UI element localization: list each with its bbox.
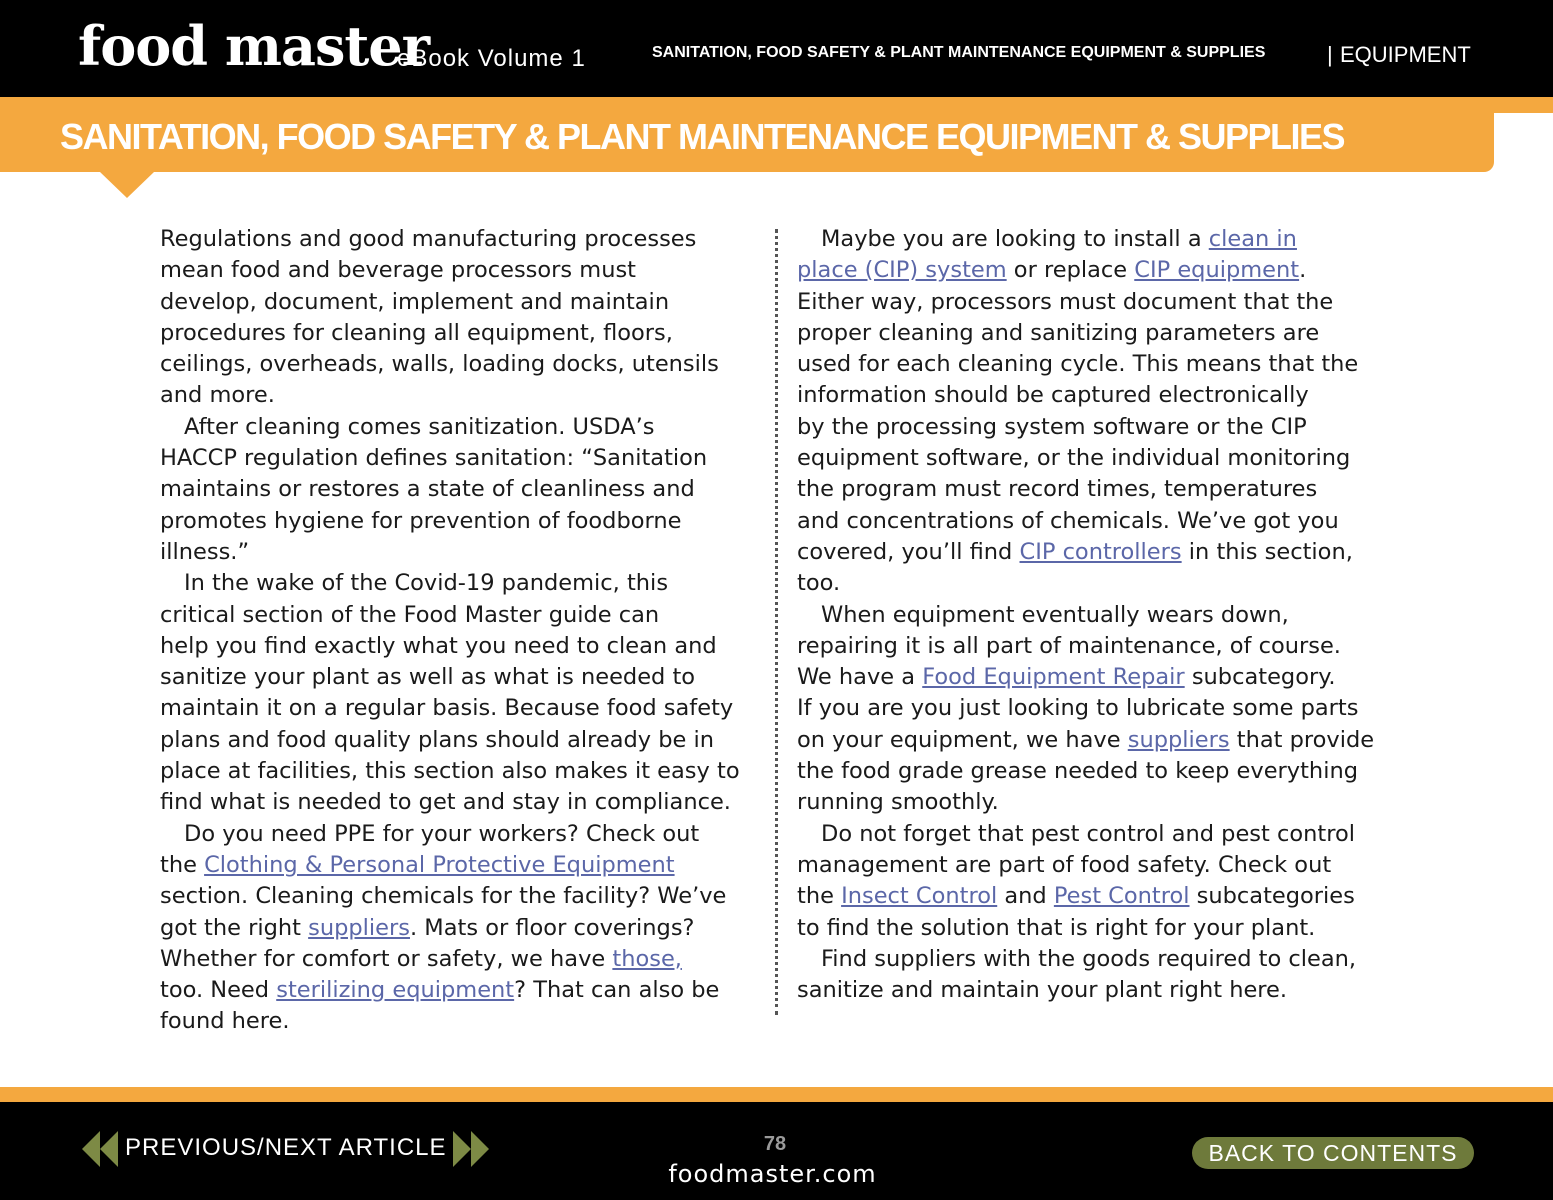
- text-span: subcategory.: [1184, 664, 1336, 691]
- text-span: the: [160, 851, 205, 878]
- text-span: After cleaning comes sanitization. USDA’s: [184, 413, 655, 440]
- text-line: promotes hygiene for prevention of foodborne: [160, 507, 682, 534]
- text-span: We have a: [797, 664, 923, 691]
- text-span: subcategories: [1189, 883, 1355, 910]
- text-line: by the processing system software or the CIP: [797, 413, 1307, 440]
- text-line: If you are you just looking to lubricate some parts: [797, 695, 1359, 722]
- previous-next-article-link[interactable]: PREVIOUS/NEXT ARTICLE: [125, 1134, 447, 1161]
- text-line: [160, 412, 760, 443]
- footer-orange-strip: [0, 1087, 1553, 1102]
- link-food-equipment-repair[interactable]: Food Equipment Repair: [922, 664, 1185, 691]
- text-span: Do you need PPE for your workers? Check out: [184, 820, 700, 847]
- text-line: maintains or restores a state of cleanliness and: [160, 476, 695, 503]
- text-span: .: [1299, 257, 1307, 284]
- text-line: HACCP regulation defines sanitation: “Sanitation: [160, 445, 708, 472]
- link-pest-control[interactable]: Pest Control: [1053, 883, 1190, 910]
- text-line: [797, 662, 1397, 693]
- text-line: Regulations and good manufacturing processes: [160, 226, 697, 252]
- text-line: used for each cleaning cycle. This means that the: [797, 351, 1359, 378]
- text-line: too.: [797, 570, 841, 597]
- link-grease-suppliers[interactable]: suppliers: [1127, 726, 1230, 753]
- text-line: find what is needed to get and stay in compliance.: [160, 789, 731, 816]
- text-line: help you find exactly what you need to clean and: [160, 632, 717, 659]
- text-span: got the right: [160, 914, 309, 941]
- text-span: Find suppliers with the goods required to clean,: [821, 945, 1357, 972]
- text-line: illness.”: [160, 538, 250, 565]
- link-sterilizing-equipment[interactable]: sterilizing equipment: [276, 977, 515, 1004]
- text-span: on your equipment, we have: [797, 726, 1128, 753]
- link-chemical-suppliers[interactable]: suppliers: [308, 914, 410, 941]
- link-mats-floor-coverings[interactable]: those,: [612, 945, 682, 972]
- text-line: [160, 850, 760, 881]
- back-to-contents-button[interactable]: BACK TO CONTENTS: [1192, 1137, 1474, 1169]
- link-insect-control[interactable]: Insect Control: [841, 883, 998, 910]
- text-line: critical section of the Food Master guide can: [160, 601, 660, 628]
- text-line: section. Cleaning chemicals for the facility? We’ve: [160, 883, 727, 910]
- text-line: [797, 725, 1397, 756]
- article-column-left: [160, 224, 760, 1038]
- text-line: [797, 224, 1397, 255]
- text-line: mean food and beverage processors must: [160, 257, 637, 284]
- column-divider: [775, 229, 778, 1015]
- text-line: plans and food quality plans should already be in: [160, 726, 715, 753]
- text-line: to find the solution that is right for your plant.: [797, 914, 1316, 941]
- section-title: SANITATION, FOOD SAFETY & PLANT MAINTENANCE EQUIPMENT & SUPPLIES: [60, 116, 1345, 157]
- double-chevron-right-icon[interactable]: [451, 1131, 489, 1167]
- text-line: [160, 944, 760, 975]
- text-span: or replace: [1006, 257, 1135, 284]
- text-line: running smoothly.: [797, 789, 999, 816]
- text-line: and more.: [160, 382, 275, 409]
- text-span: too. Need: [160, 977, 277, 1004]
- text-line: and concentrations of chemicals. We’ve got you: [797, 507, 1339, 534]
- text-line: procedures for cleaning all equipment, floors,: [160, 319, 673, 346]
- text-line: [797, 537, 1397, 568]
- text-line: sanitize and maintain your plant right here.: [797, 977, 1288, 1004]
- text-span: When equipment eventually wears down,: [821, 601, 1289, 628]
- text-span: in this section,: [1181, 538, 1353, 565]
- text-line: repairing it is all part of maintenance, of course.: [797, 632, 1341, 659]
- text-line: [797, 819, 1397, 850]
- text-line: [797, 944, 1397, 975]
- text-line: information should be captured electronically: [797, 382, 1309, 409]
- text-line: found here.: [160, 1008, 290, 1035]
- text-span: covered, you’ll find: [797, 538, 1020, 565]
- breadcrumb-separator: |: [1327, 42, 1333, 67]
- text-span: ? That can also be: [514, 977, 720, 1004]
- text-line: place at facilities, this section also makes it easy to: [160, 758, 740, 785]
- link-cip-system[interactable]: place (CIP) system: [797, 257, 1007, 284]
- article-column-right: [797, 224, 1397, 1006]
- text-line: [160, 975, 760, 1006]
- text-line: the program must record times, temperatures: [797, 476, 1318, 503]
- text-span: Maybe you are looking to install a: [821, 226, 1209, 252]
- website-link[interactable]: foodmaster.com: [668, 1160, 877, 1188]
- double-chevron-left-icon[interactable]: [82, 1131, 120, 1167]
- text-span: . Mats or floor coverings?: [410, 914, 695, 941]
- breadcrumb-section: EQUIPMENT: [1340, 42, 1471, 67]
- ebook-volume-label: eBook Volume 1: [397, 45, 586, 72]
- text-line: [160, 568, 760, 599]
- text-span: that provide: [1229, 726, 1375, 753]
- text-line: [160, 819, 760, 850]
- text-line: [797, 881, 1397, 912]
- text-line: equipment software, or the individual monitoring: [797, 445, 1351, 472]
- text-span: Whether for comfort or safety, we have: [160, 945, 613, 972]
- text-line: ceilings, overheads, walls, loading docks, utensils: [160, 351, 719, 378]
- text-line: maintain it on a regular basis. Because food safety: [160, 695, 734, 722]
- breadcrumb-category: SANITATION, FOOD SAFETY & PLANT MAINTENANCE EQUIPMENT & SUPPLIES: [652, 44, 1266, 61]
- food-master-logo[interactable]: food master: [78, 14, 430, 78]
- text-span: and: [997, 883, 1054, 910]
- link-cip-controllers[interactable]: CIP controllers: [1019, 538, 1182, 565]
- text-line: management are part of food safety. Check out: [797, 851, 1332, 878]
- link-cip-system[interactable]: clean in: [1208, 226, 1297, 252]
- link-clothing-ppe[interactable]: Clothing & Personal Protective Equipment: [204, 851, 675, 878]
- text-line: [160, 913, 760, 944]
- page-number: 78: [763, 1133, 787, 1155]
- text-line: [797, 255, 1397, 286]
- text-span: Do not forget that pest control and pest control: [821, 820, 1355, 847]
- banner-pointer: [100, 172, 154, 198]
- text-span: the: [797, 883, 842, 910]
- text-line: develop, document, implement and maintain: [160, 288, 670, 315]
- link-cip-equipment[interactable]: CIP equipment: [1134, 257, 1300, 284]
- text-line: [797, 600, 1397, 631]
- text-line: proper cleaning and sanitizing parameters are: [797, 319, 1320, 346]
- text-line: the food grade grease needed to keep everything: [797, 758, 1358, 785]
- text-line: sanitize your plant as well as what is needed to: [160, 664, 696, 691]
- text-span: In the wake of the Covid-19 pandemic, this: [184, 570, 669, 597]
- text-line: Either way, processors must document that the: [797, 288, 1334, 315]
